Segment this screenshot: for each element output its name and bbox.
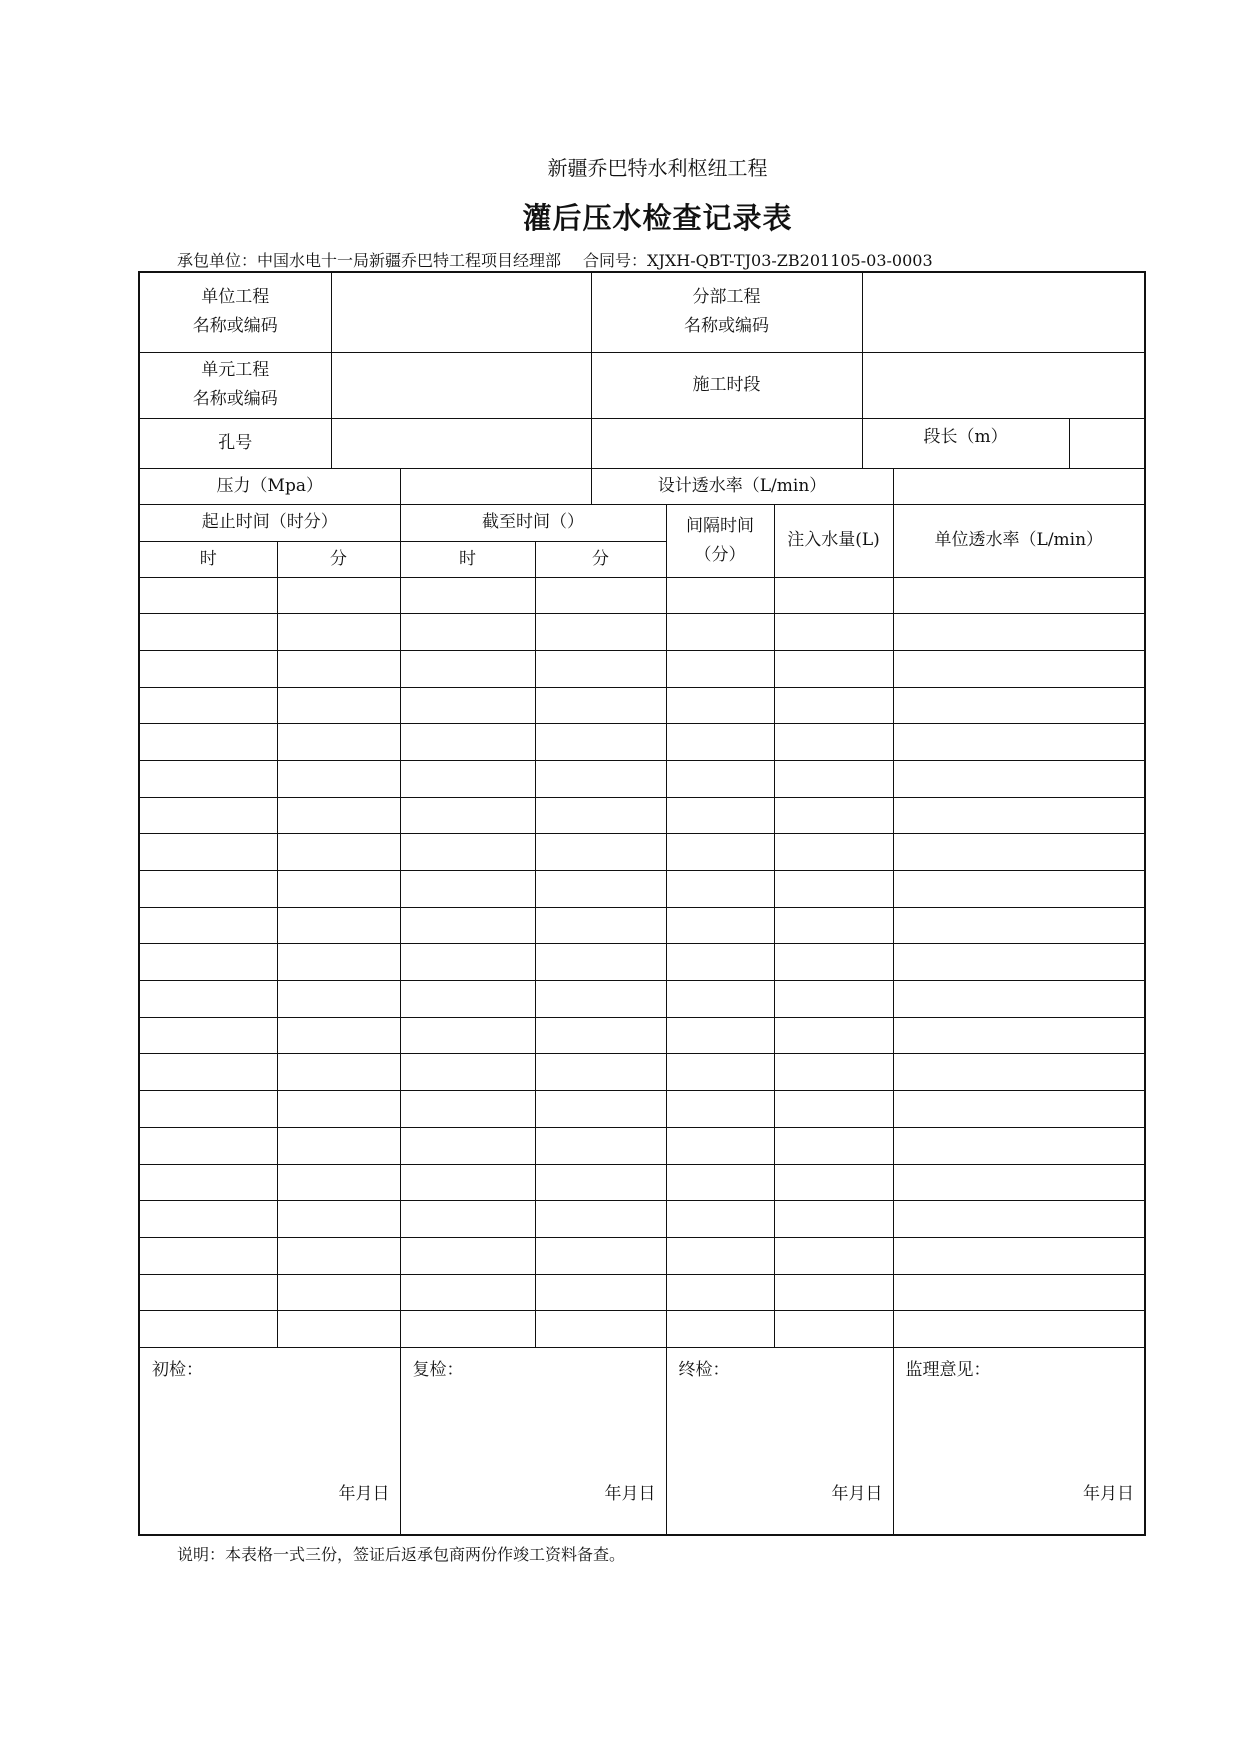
unit-permeability-cell[interactable]	[893, 1017, 1145, 1054]
unit-permeability-cell[interactable]	[893, 1201, 1145, 1238]
cutoff-hour-cell[interactable]	[400, 1127, 535, 1164]
initial-check-label: 初检：	[152, 1359, 203, 1380]
table-row	[139, 577, 1145, 614]
unit-permeability-cell[interactable]	[893, 944, 1145, 981]
construction-period-field[interactable]	[862, 352, 1145, 418]
cutoff-hour-cell[interactable]	[400, 1274, 535, 1311]
cutoff-hour-cell[interactable]	[400, 1201, 535, 1238]
water-injected-cell[interactable]	[774, 1054, 893, 1091]
unit-permeability-cell[interactable]	[893, 724, 1145, 761]
unit-permeability-cell[interactable]	[893, 834, 1145, 871]
start-minute-cell[interactable]	[277, 1127, 400, 1164]
unit-permeability-cell[interactable]	[893, 577, 1145, 614]
water-injected-cell[interactable]	[774, 614, 893, 651]
start-minute-cell[interactable]	[277, 907, 400, 944]
cutoff-minute-cell[interactable]	[535, 1017, 666, 1054]
start-hour-cell[interactable]	[139, 724, 277, 761]
unit-permeability-cell[interactable]	[893, 614, 1145, 651]
start-hour-cell[interactable]	[139, 871, 277, 908]
interval-time-cell[interactable]	[666, 724, 774, 761]
table-row	[139, 1017, 1145, 1054]
cutoff-hour-cell[interactable]	[400, 1311, 535, 1348]
unit-permeability-cell[interactable]	[893, 981, 1145, 1018]
interval-time-cell[interactable]	[666, 1201, 774, 1238]
unit-project-field[interactable]	[331, 272, 591, 352]
table-row	[139, 944, 1145, 981]
water-injected-cell[interactable]	[774, 1017, 893, 1054]
hole-number-field-2[interactable]	[591, 418, 862, 468]
interval-time-cell[interactable]	[666, 1164, 774, 1201]
water-injected-cell[interactable]	[774, 1127, 893, 1164]
unit-permeability-cell[interactable]	[893, 907, 1145, 944]
cutoff-hour-cell[interactable]	[400, 1164, 535, 1201]
element-project-label: 单元工程 名称或编码	[139, 352, 331, 418]
water-injected-cell[interactable]	[774, 577, 893, 614]
unit-permeability-cell[interactable]	[893, 1127, 1145, 1164]
cutoff-hour-cell[interactable]	[400, 1054, 535, 1091]
cutoff-minute-cell[interactable]	[535, 1054, 666, 1091]
start-minute-cell[interactable]	[277, 577, 400, 614]
start-minute-cell[interactable]	[277, 1274, 400, 1311]
water-injected-cell[interactable]	[774, 834, 893, 871]
water-injected-cell[interactable]	[774, 1164, 893, 1201]
cutoff-hour-cell[interactable]	[400, 981, 535, 1018]
cutoff-minute-header: 分	[535, 541, 666, 577]
unit-permeability-cell[interactable]	[893, 1237, 1145, 1274]
interval-time-cell[interactable]	[666, 871, 774, 908]
table-row	[139, 760, 1145, 797]
cutoff-minute-cell[interactable]	[535, 724, 666, 761]
unit-permeability-cell[interactable]	[893, 1311, 1145, 1348]
unit-permeability-cell[interactable]	[893, 650, 1145, 687]
cutoff-hour-cell[interactable]	[400, 871, 535, 908]
interval-time-cell[interactable]	[666, 834, 774, 871]
start-hour-cell[interactable]	[139, 1311, 277, 1348]
cutoff-minute-cell[interactable]	[535, 687, 666, 724]
re-check-label: 复检：	[412, 1359, 464, 1380]
table-row	[139, 650, 1145, 687]
cutoff-minute-cell[interactable]	[535, 650, 666, 687]
interval-time-cell[interactable]	[666, 907, 774, 944]
sub-project-label: 分部工程 名称或编码	[591, 272, 862, 352]
water-injected-cell[interactable]	[774, 650, 893, 687]
cutoff-minute-cell[interactable]	[535, 981, 666, 1018]
inspection-record-table	[138, 271, 1146, 1536]
start-minute-cell[interactable]	[277, 981, 400, 1018]
cutoff-hour-cell[interactable]	[400, 834, 535, 871]
interval-time-cell[interactable]	[666, 614, 774, 651]
water-injected-cell[interactable]	[774, 907, 893, 944]
start-hour-cell[interactable]	[139, 1017, 277, 1054]
start-minute-cell[interactable]	[277, 1017, 400, 1054]
interval-time-cell[interactable]	[666, 650, 774, 687]
pressure-field[interactable]	[400, 468, 591, 504]
unit-permeability-cell[interactable]	[893, 797, 1145, 834]
table-row	[139, 724, 1145, 761]
interval-time-cell[interactable]	[666, 981, 774, 1018]
cutoff-hour-cell[interactable]	[400, 907, 535, 944]
water-injected-cell[interactable]	[774, 944, 893, 981]
cutoff-hour-cell[interactable]	[400, 577, 535, 614]
unit-project-label: 单位工程 名称或编码	[139, 272, 331, 352]
interval-time-cell[interactable]	[666, 797, 774, 834]
project-name: 新疆乔巴特水利枢纽工程	[547, 156, 768, 180]
start-minute-cell[interactable]	[277, 797, 400, 834]
table-row	[139, 687, 1145, 724]
cutoff-minute-cell[interactable]	[535, 1091, 666, 1128]
water-injected-cell[interactable]	[774, 797, 893, 834]
cutoff-hour-cell[interactable]	[400, 760, 535, 797]
interval-time-cell[interactable]	[666, 944, 774, 981]
interval-time-cell[interactable]	[666, 1127, 774, 1164]
table-row	[139, 1201, 1145, 1238]
interval-time-cell[interactable]	[666, 1054, 774, 1091]
initial-check-cell[interactable]	[139, 1347, 400, 1535]
cutoff-hour-header: 时	[400, 541, 535, 577]
water-injected-cell[interactable]	[774, 1311, 893, 1348]
start-hour-cell[interactable]	[139, 981, 277, 1018]
start-hour-cell[interactable]	[139, 577, 277, 614]
start-minute-cell[interactable]	[277, 687, 400, 724]
contract-number-value: XJXH-QBT-TJ03-ZB201105-03-0003	[647, 251, 933, 270]
table-row	[139, 1311, 1145, 1348]
construction-period-label: 施工时段	[591, 352, 862, 418]
sub-project-field[interactable]	[862, 272, 1145, 352]
supervisor-opinion-label: 监理意见：	[905, 1359, 991, 1380]
unit-permeability-cell[interactable]	[893, 687, 1145, 724]
hole-number-label: 孔号	[139, 418, 331, 468]
contract-info-line	[177, 248, 933, 271]
cutoff-minute-cell[interactable]	[535, 834, 666, 871]
form-title: 灌后压水检查记录表	[522, 201, 793, 235]
table-row	[139, 1091, 1145, 1128]
cutoff-minute-cell[interactable]	[535, 760, 666, 797]
water-injected-cell[interactable]	[774, 724, 893, 761]
start-hour-cell[interactable]	[139, 760, 277, 797]
interval-time-cell[interactable]	[666, 1311, 774, 1348]
start-minute-cell[interactable]	[277, 1164, 400, 1201]
start-hour-cell[interactable]	[139, 797, 277, 834]
table-row	[139, 871, 1145, 908]
cutoff-hour-cell[interactable]	[400, 614, 535, 651]
start-minute-cell[interactable]	[277, 944, 400, 981]
pressure-label: 压力（Mpa）	[139, 468, 400, 504]
unit-permeability-cell[interactable]	[893, 1091, 1145, 1128]
element-project-field[interactable]	[331, 352, 591, 418]
supervisor-opinion-cell[interactable]	[893, 1347, 1145, 1535]
cutoff-minute-cell[interactable]	[535, 614, 666, 651]
interval-time-cell[interactable]	[666, 1274, 774, 1311]
unit-permeability-cell[interactable]	[893, 1054, 1145, 1091]
start-hour-cell[interactable]	[139, 944, 277, 981]
start-minute-cell[interactable]	[277, 650, 400, 687]
start-hour-cell[interactable]	[139, 907, 277, 944]
re-check-cell[interactable]	[400, 1347, 666, 1535]
design-permeability-field[interactable]	[893, 468, 1145, 504]
start-minute-cell[interactable]	[277, 1237, 400, 1274]
unit-permeability-cell[interactable]	[893, 871, 1145, 908]
start-hour-cell[interactable]	[139, 834, 277, 871]
cutoff-hour-cell[interactable]	[400, 650, 535, 687]
start-hour-cell[interactable]	[139, 1091, 277, 1128]
start-hour-header: 时	[139, 541, 277, 577]
cutoff-time-header: 截至时间（）	[400, 504, 666, 541]
contractor-value: 中国水电十一局新疆乔巴特工程项目经理部	[257, 251, 562, 270]
start-hour-cell[interactable]	[139, 1237, 277, 1274]
water-injected-cell[interactable]	[774, 871, 893, 908]
cutoff-hour-cell[interactable]	[400, 1017, 535, 1054]
start-minute-cell[interactable]	[277, 1054, 400, 1091]
cutoff-hour-cell[interactable]	[400, 724, 535, 761]
water-injected-header: 注入水量(L)	[774, 504, 893, 577]
start-hour-cell[interactable]	[139, 1274, 277, 1311]
supervisor-opinion-date: 年月日	[1083, 1483, 1135, 1504]
contract-number-label: 合同号：	[583, 251, 648, 270]
section-length-field[interactable]	[1069, 418, 1145, 468]
water-injected-cell[interactable]	[774, 687, 893, 724]
interval-time-cell[interactable]	[666, 1091, 774, 1128]
design-permeability-label: 设计透水率（L/min）	[591, 468, 893, 504]
water-injected-cell[interactable]	[774, 1091, 893, 1128]
cutoff-minute-cell[interactable]	[535, 1311, 666, 1348]
start-hour-cell[interactable]	[139, 650, 277, 687]
water-injected-cell[interactable]	[774, 1274, 893, 1311]
water-injected-cell[interactable]	[774, 1237, 893, 1274]
table-row	[139, 614, 1145, 651]
cutoff-minute-cell[interactable]	[535, 577, 666, 614]
water-injected-cell[interactable]	[774, 760, 893, 797]
unit-permeability-header: 单位透水率（L/min）	[893, 504, 1145, 577]
cutoff-minute-cell[interactable]	[535, 907, 666, 944]
final-check-label: 终检：	[678, 1359, 730, 1380]
start-minute-cell[interactable]	[277, 1091, 400, 1128]
table-row	[139, 1237, 1145, 1274]
contractor-label: 承包单位：	[177, 251, 258, 270]
start-minute-cell[interactable]	[277, 614, 400, 651]
interval-time-cell[interactable]	[666, 760, 774, 797]
interval-time-cell[interactable]	[666, 1017, 774, 1054]
table-row	[139, 797, 1145, 834]
interval-time-cell[interactable]	[666, 1237, 774, 1274]
table-row	[139, 1274, 1145, 1311]
cutoff-minute-cell[interactable]	[535, 871, 666, 908]
interval-time-header: 间隔时间 （分）	[666, 504, 774, 577]
start-hour-cell[interactable]	[139, 1054, 277, 1091]
start-stop-time-header: 起止时间（时分）	[139, 504, 400, 541]
footer-note: 说明：本表格一式三份，签证后返承包商两份作竣工资料备查。	[177, 1545, 626, 1564]
cutoff-minute-cell[interactable]	[535, 797, 666, 834]
start-minute-cell[interactable]	[277, 724, 400, 761]
table-row	[139, 1164, 1145, 1201]
unit-permeability-cell[interactable]	[893, 760, 1145, 797]
start-hour-cell[interactable]	[139, 1164, 277, 1201]
cutoff-minute-cell[interactable]	[535, 1127, 666, 1164]
unit-permeability-cell[interactable]	[893, 1274, 1145, 1311]
cutoff-hour-cell[interactable]	[400, 687, 535, 724]
start-hour-cell[interactable]	[139, 1201, 277, 1238]
start-minute-cell[interactable]	[277, 760, 400, 797]
final-check-date: 年月日	[831, 1483, 883, 1504]
water-injected-cell[interactable]	[774, 981, 893, 1018]
unit-permeability-cell[interactable]	[893, 1164, 1145, 1201]
cutoff-minute-cell[interactable]	[535, 1201, 666, 1238]
cutoff-hour-cell[interactable]	[400, 1091, 535, 1128]
start-hour-cell[interactable]	[139, 614, 277, 651]
cutoff-hour-cell[interactable]	[400, 1237, 535, 1274]
start-minute-header: 分	[277, 541, 400, 577]
table-row	[139, 981, 1145, 1018]
initial-check-date: 年月日	[338, 1483, 390, 1504]
cutoff-hour-cell[interactable]	[400, 797, 535, 834]
table-row	[139, 834, 1145, 871]
start-minute-cell[interactable]	[277, 834, 400, 871]
table-row	[139, 1054, 1145, 1091]
section-length-label: 段长（m）	[862, 418, 1069, 468]
cutoff-hour-cell[interactable]	[400, 944, 535, 981]
cutoff-minute-cell[interactable]	[535, 944, 666, 981]
start-hour-cell[interactable]	[139, 1127, 277, 1164]
re-check-date: 年月日	[604, 1483, 656, 1504]
interval-time-cell[interactable]	[666, 687, 774, 724]
water-injected-cell[interactable]	[774, 1201, 893, 1238]
start-minute-cell[interactable]	[277, 871, 400, 908]
cutoff-minute-cell[interactable]	[535, 1164, 666, 1201]
table-row	[139, 907, 1145, 944]
start-hour-cell[interactable]	[139, 687, 277, 724]
table-row	[139, 1127, 1145, 1164]
hole-number-field[interactable]	[331, 418, 591, 468]
cutoff-minute-cell[interactable]	[535, 1274, 666, 1311]
start-minute-cell[interactable]	[277, 1311, 400, 1348]
final-check-cell[interactable]	[666, 1347, 893, 1535]
interval-time-cell[interactable]	[666, 577, 774, 614]
start-minute-cell[interactable]	[277, 1201, 400, 1238]
cutoff-minute-cell[interactable]	[535, 1237, 666, 1274]
